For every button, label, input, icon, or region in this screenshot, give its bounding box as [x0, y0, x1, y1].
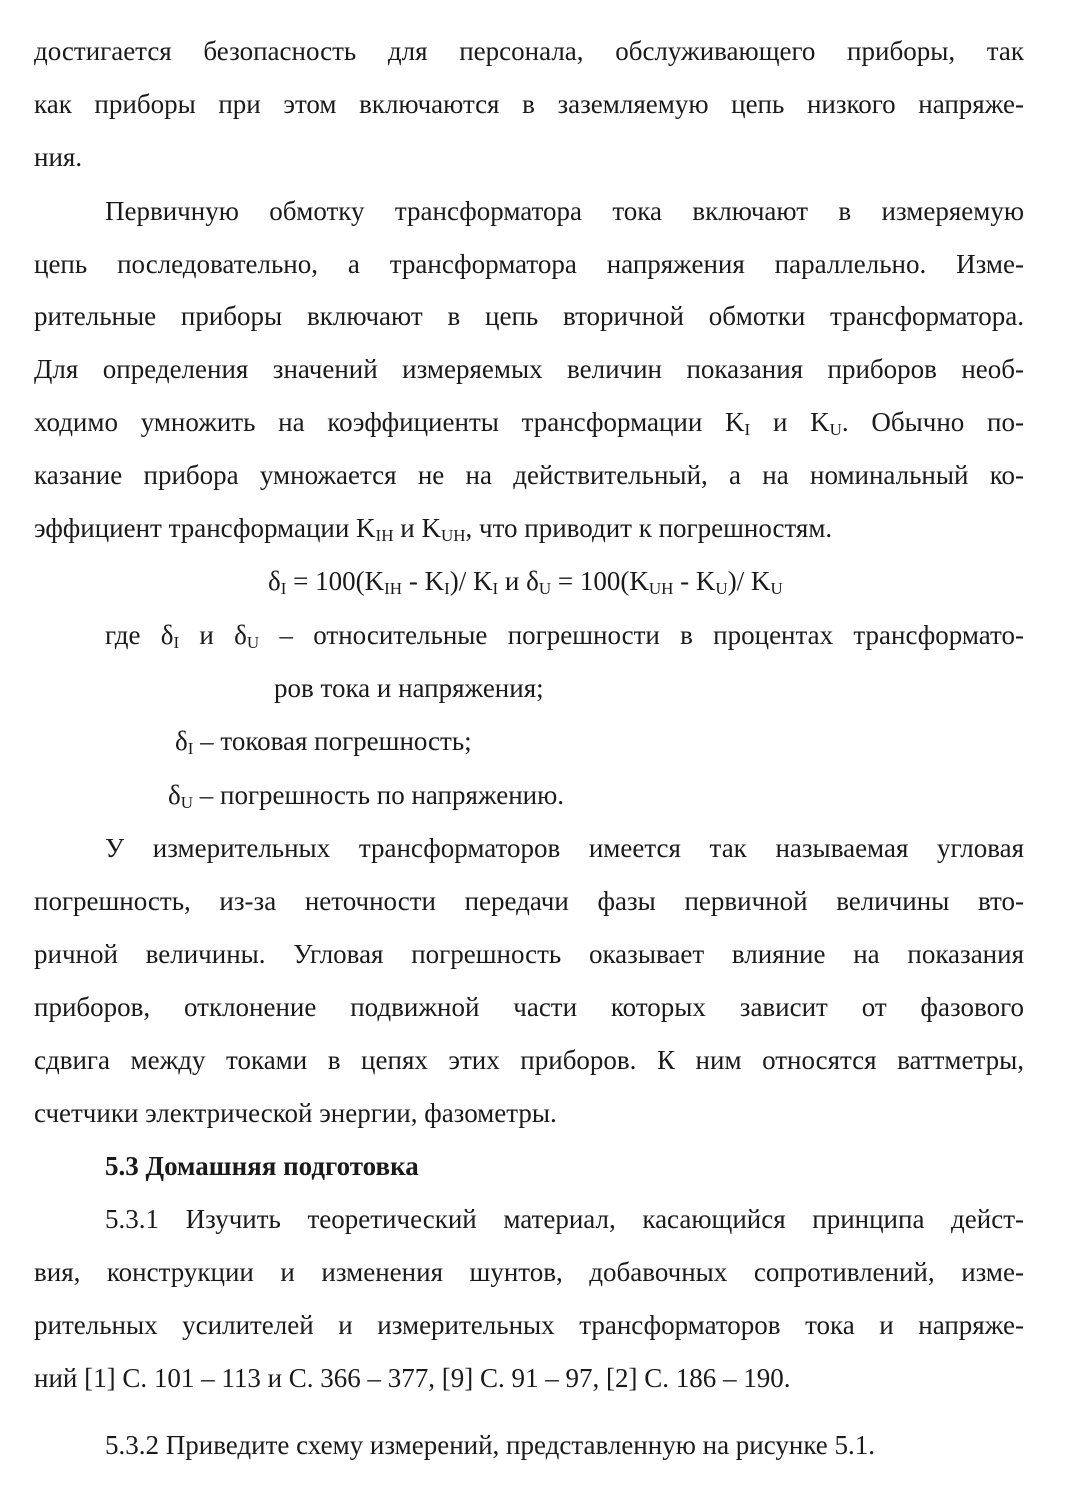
formula-legend-line: [168, 780, 565, 812]
formula-part: = 100(K: [551, 566, 649, 596]
formula-legend-line: [175, 726, 472, 758]
formula-part: )/ K: [727, 566, 771, 596]
text-run: δ: [168, 780, 181, 810]
subscript: U: [829, 420, 842, 439]
text-run: δ: [175, 726, 188, 756]
subscript: I: [187, 739, 194, 758]
text-run: – токовая погрешность;: [193, 726, 472, 756]
text-line: [34, 407, 1024, 439]
text-line: достигается безопасность для персонала, обслуживающего приборы, так: [34, 36, 1024, 66]
subscript: U: [715, 579, 728, 598]
text-run: эффициент трансформации K: [34, 513, 376, 543]
subscript: U: [180, 793, 194, 812]
text-line: ния.: [34, 142, 83, 172]
text-run: где δ: [105, 620, 174, 650]
formula-part: δ: [268, 566, 281, 596]
text-line: У измерительных трансформаторов имеется так называемая угловая: [105, 833, 1024, 863]
text-run: и K: [393, 513, 441, 543]
text-line: ричной величины. Угловая погрешность оказывает влияние на показания: [34, 939, 1024, 969]
formula-part: = 100(K: [286, 566, 385, 596]
text-line: как приборы при этом включаются в заземляемую цепь низкого напряже-: [34, 89, 1024, 119]
subscript: UH: [648, 579, 674, 598]
text-line: рительных усилителей и измерительных трансформаторов тока и напряже-: [34, 1310, 1024, 1340]
text-run: ходимо умножить на коэффициенты трансформации K: [34, 407, 745, 437]
subscript: I: [444, 579, 450, 598]
text-line: 5.3.2 Приведите схему измерений, представленную на рисунке 5.1.: [105, 1430, 876, 1460]
subscript: I: [173, 633, 180, 652]
section-heading: 5.3 Домашняя подготовка: [105, 1151, 419, 1181]
formula-legend-line: [105, 620, 1024, 652]
formula-legend-line: ров тока и напряжения;: [274, 673, 544, 703]
text-line: 5.3.1 Изучить теоретический материал, касающийся принципа дейст-: [105, 1204, 1024, 1234]
subscript: I: [744, 420, 751, 439]
subscript: U: [246, 633, 260, 652]
subscript: I: [492, 579, 499, 598]
error-formula: [268, 566, 783, 598]
subscript: UH: [440, 526, 466, 545]
text-line: цепь последовательно, а трансформатора напряжения параллельно. Изме-: [34, 249, 1024, 279]
text-run: . Обычно по-: [841, 407, 1024, 437]
formula-part: - K: [673, 566, 716, 596]
text-line: казание прибора умножается не на действительный, а на номинальный ко-: [34, 460, 1024, 490]
text-segment: [105, 620, 1024, 652]
formula-part: и δ: [498, 566, 539, 596]
text-run: , что приводит к погрешностям.: [465, 513, 833, 543]
text-line: счетчики электрической энергии, фазометры.: [34, 1098, 557, 1128]
subscript: U: [770, 579, 783, 598]
text-line: ний [1] С. 101 – 113 и С. 366 – 377, [9] С. 91 – 97, [2] С. 186 – 190.: [34, 1363, 791, 1393]
text-line: приборов, отклонение подвижной части которых зависит от фазового: [34, 992, 1024, 1022]
subscript: IH: [375, 526, 394, 545]
subscript: I: [280, 579, 287, 598]
text-line: [34, 513, 833, 545]
text-run: – погрешность по напряжению.: [193, 780, 565, 810]
subscript: U: [538, 579, 552, 598]
text-run: и δ: [179, 620, 247, 650]
text-run: и K: [750, 407, 830, 437]
text-run: – относительные погрешности в процентах трансформато-: [259, 620, 1024, 650]
text-line: Для определения значений измеряемых величин показания приборов необ-: [34, 354, 1024, 384]
text-line: вия, конструкции и изменения шунтов, добавочных сопротивлений, изме-: [34, 1257, 1024, 1287]
text-line: сдвига между токами в цепях этих приборов. К ним относятся ваттметры,: [34, 1045, 1024, 1075]
subscript: IH: [384, 579, 403, 598]
text-line: рительные приборы включают в цепь вторичной обмотки трансформатора.: [34, 301, 1024, 331]
text-line: Первичную обмотку трансформатора тока включают в измеряемую: [105, 196, 1024, 226]
text-segment: [34, 407, 1024, 439]
text-line: погрешность, из-за неточности передачи фазы первичной величины вто-: [34, 886, 1024, 916]
formula-part: )/ K: [449, 566, 493, 596]
formula-part: - K: [402, 566, 445, 596]
